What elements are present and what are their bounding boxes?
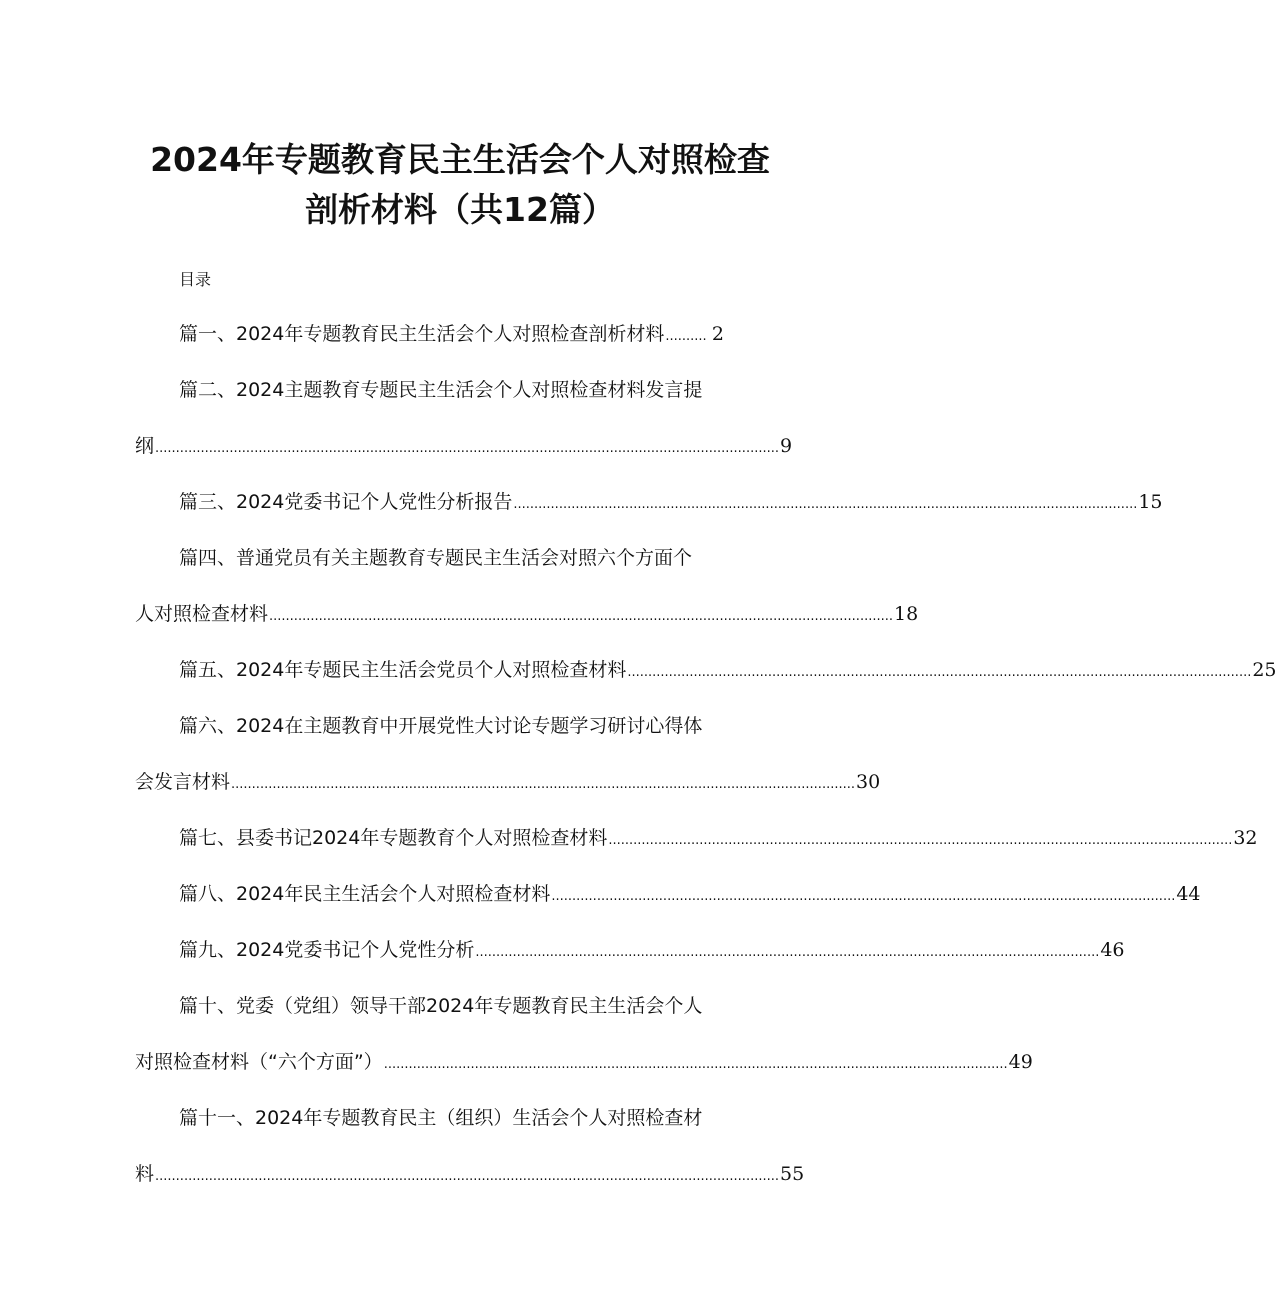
toc-entry-6[interactable]: 篇六、2024在主题教育中开展党性大讨论专题学习研讨心得体 [179,715,703,737]
toc-leader-dots: ....................................................................................................................................................... [231,777,855,792]
toc-leader-dots: ....................................................................................................................................................... [383,1057,1008,1072]
toc-entry-text: 篇五、2024年专题民主生活会党员个人对照检查材料 [179,659,627,681]
toc-entry-10[interactable]: 篇十、党委（党组）领导干部2024年专题教育民主生活会个人 [179,995,703,1017]
toc-page-number: 55 [780,1163,805,1185]
toc-page-number: 30 [856,771,881,793]
toc-page-number: 18 [894,603,919,625]
toc-entry-4[interactable]: 篇四、普通党员有关主题教育专题民主生活会对照六个方面个 [179,547,693,569]
toc-leader-dots: ....................................................................................................................................................... [155,1169,779,1184]
toc-entry-8[interactable] [179,881,1201,910]
toc-entry-text: 料 [135,1163,155,1185]
toc-page-number: 25 [1252,659,1277,681]
toc-entry-text: 人对照检查材料 [135,603,269,625]
toc-entry-10-continued[interactable] [135,1049,1033,1078]
toc-entry-text: 篇九、2024党委书记个人党性分析 [179,939,475,961]
toc-entry-4-continued[interactable] [135,601,919,630]
toc-entry-5[interactable] [179,657,1277,686]
toc-page-number: 32 [1233,827,1258,849]
toc-entry-6-continued[interactable] [135,769,881,798]
document-title-line-1: 2024年专题教育民主生活会个人对照检查 [150,140,770,179]
toc-page-number: 2 [711,323,724,345]
toc-page-number: 49 [1008,1051,1033,1073]
toc-page-number: 44 [1176,883,1201,905]
toc-entry-2-continued[interactable] [135,433,793,462]
toc-leader-dots: ....................................................................................................................................................... [155,441,779,456]
toc-entry-text: 对照检查材料（“六个方面”） [135,1051,383,1073]
document-title-line-2: 剖析材料（共12篇） [305,190,615,229]
toc-entry-7[interactable] [179,825,1258,854]
toc-entry-text: 会发言材料 [135,771,231,793]
toc-leader-dots: ....................................................................................................................................................... [475,945,1100,960]
toc-leader-dots: ....................................................................................................................................................... [269,609,893,624]
toc-leader-dots: ....................................................................................................................................................... [513,497,1138,512]
toc-page-number: 9 [780,435,793,457]
toc-entry-text: 纲 [135,435,155,457]
toc-entry-2[interactable]: 篇二、2024主题教育专题民主生活会个人对照检查材料发言提 [179,379,703,401]
toc-page-number: 15 [1138,491,1163,513]
toc-heading: 目录 [179,270,212,289]
toc-leader-dots: ....................................................................................................................................................... [551,889,1176,904]
toc-entry-11[interactable]: 篇十一、2024年专题教育民主（组织）生活会个人对照检查材 [179,1107,703,1129]
toc-entry-text: 篇八、2024年民主生活会个人对照检查材料 [179,883,551,905]
toc-page-number: 46 [1100,939,1125,961]
toc-leader-dots: ....................................................................................................................................................... [627,665,1252,680]
toc-entry-text: 篇一、2024年专题教育民主生活会个人对照检查剖析材料 [179,323,665,345]
toc-leader-dots: ....................................................................................................................................................... [608,833,1233,848]
toc-entry-9[interactable] [179,937,1125,966]
toc-leader-dots: .......... [665,329,707,344]
toc-entry-text: 篇七、县委书记2024年专题教育个人对照检查材料 [179,827,608,849]
toc-entry-3[interactable] [179,489,1163,518]
toc-entry-1[interactable] [179,321,724,350]
toc-entry-text: 篇三、2024党委书记个人党性分析报告 [179,491,513,513]
toc-entry-11-continued[interactable] [135,1161,805,1190]
